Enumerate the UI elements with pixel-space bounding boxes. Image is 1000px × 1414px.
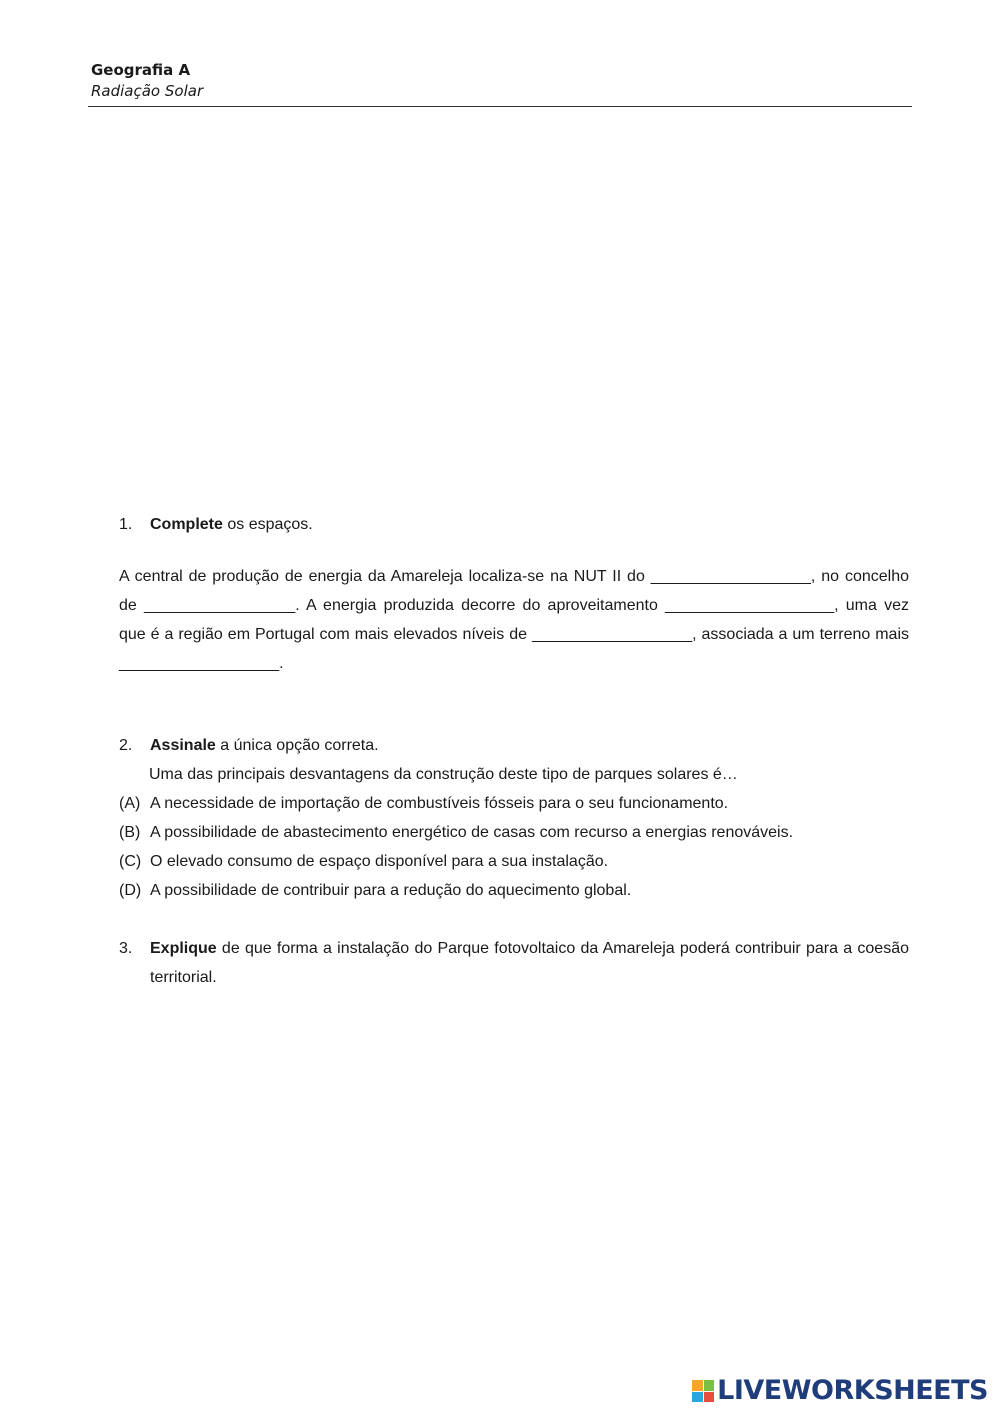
option-letter: (A) — [119, 795, 141, 812]
question-1-heading — [119, 510, 909, 539]
question-instruction: os espaços. — [222, 516, 313, 533]
logo-mark-icon — [692, 1380, 714, 1402]
option-text: A possibilidade de abastecimento energético de casas com recurso a energias renováveis. — [150, 824, 794, 841]
option-letter: (D) — [119, 882, 142, 899]
paragraph-text: A central de produção de energia da Amareleja localiza-se na NUT II do — [119, 568, 651, 585]
subject-title: Geografia A — [91, 61, 191, 79]
option-letter: (B) — [119, 824, 141, 841]
page-header — [91, 60, 203, 102]
blank-field-1[interactable]: __________________ — [650, 568, 811, 585]
paragraph-text: , no concelho de — [119, 568, 909, 614]
question-number: 1. — [119, 516, 133, 533]
paragraph-text: . A energia produzida decorre do aproveitamento — [295, 597, 666, 614]
option-list — [119, 789, 909, 905]
paragraph-text: . — [279, 655, 284, 672]
question-stem: Uma das principais desvantagens da construção deste tipo de parques solares é… — [149, 766, 738, 783]
header-divider — [88, 106, 912, 107]
option-letter: (C) — [119, 853, 142, 870]
option-text: O elevado consumo de espaço disponível para a sua instalação. — [150, 853, 609, 870]
blank-field-4[interactable]: __________________ — [531, 626, 693, 643]
option-d[interactable] — [119, 876, 909, 905]
option-b[interactable] — [119, 818, 909, 847]
question-verb: Assinale — [150, 737, 216, 754]
blank-field-2[interactable]: _________________ — [144, 597, 296, 614]
option-text: A possibilidade de contribuir para a redução do aquecimento global. — [150, 882, 632, 899]
question-instruction: a única opção correta. — [215, 737, 379, 754]
paragraph-text: , uma vez que é a região em Portugal com mais elevados níveis de — [119, 597, 909, 643]
logo-square-i — [704, 1380, 715, 1391]
question-2-heading — [119, 731, 909, 760]
question-number: 2. — [119, 737, 133, 754]
option-a[interactable] — [119, 789, 909, 818]
option-text: A necessidade de importação de combustíveis fósseis para o seu funcionamento. — [150, 795, 729, 812]
blank-field-3[interactable]: ___________________ — [665, 597, 835, 614]
logo-text: LIVEWORKSHEETS — [717, 1375, 988, 1406]
logo-square-e — [704, 1392, 715, 1403]
question-verb: Explique — [150, 940, 217, 957]
fill-in-paragraph — [119, 562, 909, 678]
logo-square-v — [692, 1392, 703, 1403]
question-verb: Complete — [150, 516, 223, 533]
question-instruction: de que forma a instalação do Parque fotovoltaico da Amareleja poderá contribuir para a coesão territorial. — [150, 940, 909, 986]
topic-subtitle: Radiação Solar — [91, 82, 204, 100]
question-number: 3. — [119, 940, 133, 957]
blank-field-5[interactable]: __________________ — [119, 655, 280, 672]
logo-square-l — [692, 1380, 703, 1391]
option-c[interactable] — [119, 847, 909, 876]
question-body — [150, 934, 909, 992]
paragraph-text: , associada a um terreno mais — [692, 626, 909, 643]
liveworksheets-logo — [692, 1376, 988, 1406]
question-3 — [119, 934, 909, 992]
